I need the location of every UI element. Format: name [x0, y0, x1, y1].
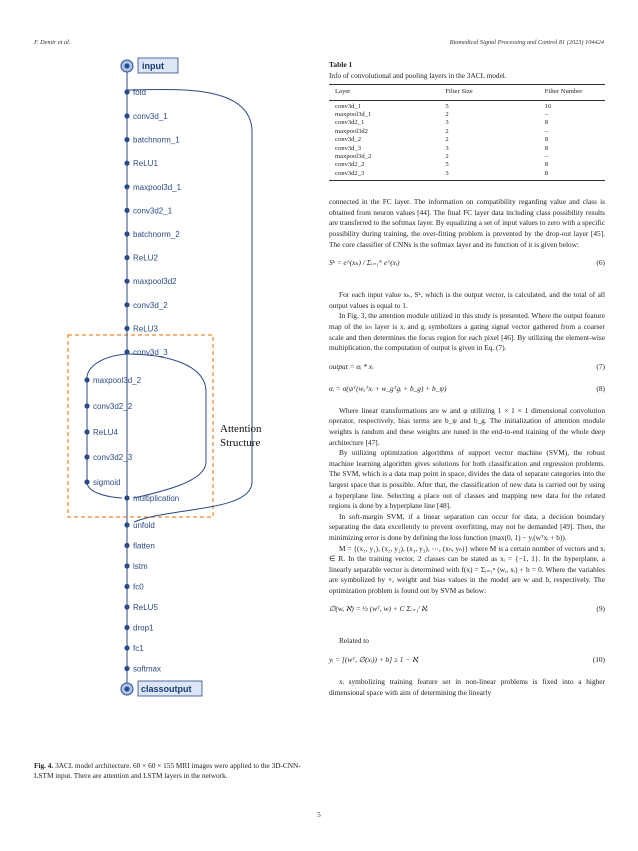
paragraph-4: Where linear transformations are w and φ utilizing 1 × 1 × 1 dimensional convolution operator, respectively, bias terms are b_ψ and b_g. The initialization of attention module weights is random and these weights are tuned in the end-to-end training of the whole deep architecture [47].: [329, 405, 605, 447]
layer-label: drop1: [133, 623, 154, 633]
table-cell: conv3d_1: [335, 102, 362, 110]
layer-label: softmax: [133, 664, 162, 674]
paragraph-5: By utilizing optimization algorithms of support vector machine (SVM), the robust machine learning algorithm gives solutions for both classification and regression problems. The SVM, which is a data map point in space, divides the data of separate categories into the largest space that is possible. After that, the classification of new data is carried out by using a hyperplane line. Selecting a place out of classes and mapping new data for the related regions is done by a hyperplane line [48].: [329, 448, 605, 511]
layer-dot: [124, 89, 129, 94]
paragraph-8: Related to: [339, 636, 369, 646]
layer-label: ReLU5: [133, 603, 158, 612]
layer-dot: [124, 563, 129, 568]
layer-dot: [124, 495, 129, 500]
layer-label: batchnorm_2: [133, 230, 180, 239]
table-cell: –: [544, 153, 549, 161]
layer-label: conv3d_1: [133, 112, 168, 121]
layer-node: [124, 254, 158, 263]
equation-9-number: (9): [596, 604, 605, 614]
table-cell: 8: [539, 170, 605, 181]
layer-node: [124, 112, 168, 121]
paragraph-1: connected in the FC layer. The information on compatibility regarding value and class is obtained from neuron values [44]. The final FC layer data including class possibility results are transferred to the softmax layer. By equalizing a set of input values to zero with a specific possibility during training, the over-fitting problem is prevented by the drop-out layer [45]. The core classifier of CNNs is the softmax layer and its function of it is given below:: [329, 197, 605, 249]
layer-label: conv3d_2: [133, 300, 168, 310]
equation-6-number: (6): [596, 258, 605, 268]
layer-dot: [84, 429, 89, 434]
layer-node: [84, 376, 141, 385]
table-cell: –: [544, 111, 549, 118]
layer-node: [124, 494, 179, 503]
layer-node: [84, 478, 120, 487]
equation-8-number: (8): [596, 383, 605, 393]
equation-10: [329, 655, 605, 669]
equation-8: [329, 384, 605, 398]
layer-dot: [124, 326, 129, 331]
equation-9: [329, 604, 605, 628]
layer-node: [124, 206, 172, 215]
architecture-figure: [30, 52, 310, 752]
layer-label: ReLU1: [133, 159, 158, 169]
equation-7: [329, 362, 605, 376]
layer-label: fc0: [133, 582, 144, 592]
layer-label: maxpool3d2: [133, 277, 177, 287]
layer-node: [124, 665, 161, 674]
layers-table: [329, 84, 605, 181]
table-subtitle: Info of convolutional and pooling layers in the 3ACL model.: [329, 70, 507, 80]
layer-dot: [124, 584, 129, 589]
layer-label: maxpool3d_2: [93, 376, 142, 385]
table-cell: conv3d2_1: [335, 119, 365, 127]
layer-node: [124, 603, 158, 612]
equation-10-number: (10): [592, 655, 605, 665]
input-label: input: [142, 61, 164, 71]
layer-node: [124, 88, 146, 97]
classoutput-node: [121, 681, 202, 696]
layer-dot: [124, 625, 129, 630]
layer-label: flatten: [133, 541, 155, 551]
layer-node: [124, 277, 177, 286]
table-cell: 2: [445, 136, 449, 144]
paragraph-6: In soft-margin SVM, if a linear separation can occur for data, a decision boundary separating the data excellently to prevent overfitting, may not be demanded [49]. Then, the minimizing error is done by defining the loss function (max(0, 1) − yᵢ(wᵀxᵢ + b)).: [329, 511, 605, 542]
layer-dot: [84, 454, 89, 459]
table-header-filter-number: Filter Number: [539, 85, 605, 100]
layer-label: ReLU4: [93, 428, 118, 437]
equation-6: [329, 258, 605, 282]
table-cell: maxpool3d_2: [335, 153, 372, 161]
table-row: [329, 170, 605, 181]
running-header-journal: Biomedical Signal Processing and Control 81 (2023) 104424: [449, 39, 604, 46]
layer-label: lstm: [133, 562, 148, 571]
table-cell: conv3d_2: [335, 136, 362, 144]
layer-label: conv3d_3: [133, 348, 168, 357]
attention-label-line1: Attention: [220, 423, 262, 435]
equation-7-number: (7): [596, 361, 605, 371]
table-row: [329, 111, 605, 119]
layer-node: [124, 230, 180, 239]
layer-dot: [124, 231, 129, 236]
input-node: [121, 58, 178, 73]
layer-dot: [84, 403, 89, 408]
table-cell: 8: [544, 119, 549, 127]
attention-structure-box: [68, 335, 213, 517]
layer-node: [124, 159, 158, 168]
table-cell: 3: [439, 170, 538, 181]
layer-label: ReLU3: [133, 324, 158, 334]
table-cell: conv3d2_3: [329, 170, 439, 181]
running-header-authors: F. Demir et al.: [34, 39, 71, 46]
layer-node: [84, 453, 132, 462]
layer-dot: [124, 279, 129, 284]
layer-node: [124, 542, 154, 551]
table-row: [329, 153, 605, 161]
equation-7-body: output = αᵢ * xᵢ: [329, 361, 374, 371]
table-cell: 8: [544, 136, 549, 144]
paragraph-3: In Fig. 3, the attention module utilized in this study is presented. Where the output feature map of the iₜₕ layer is xᵢ and gᵢ symbolizes a gating signal vector gathered from a coarser scale and then determines the focus region for each pixel [46]. By utilizing the element-wise multiplication, the computation of output is given in Eq. (7).: [329, 311, 605, 353]
table-row: [329, 128, 605, 136]
layer-label: sigmoid: [93, 478, 121, 487]
equation-10-body: yᵢ = [(wᵀ, ∅(xᵢ)) + b] ≥ 1 − ℵᵢ: [329, 655, 419, 665]
layer-dot: [84, 377, 89, 382]
layer-node: [84, 428, 118, 437]
layer-dot: [124, 604, 129, 609]
paragraph-7: M = {(x₁, y₁), (x₂, y₂), (x₃, y₃), ⋯, (xₙ, yₙ)} where M is a certain number of vectors and xᵢ ∈ R. In the training vector, 2 classes can be stated as xᵢ = {−1, 1}. In the hyperplane, a linearly separable vector is determined with f(x) = Σᵢ₌₁ⁿ (wᵢ, xᵢ) + b = 0. Where the variables are symbolized by ×, weight and bias values in the model are w and b, respectively. The optimization problem is found out by SVM as below:: [329, 543, 605, 595]
right-column: [329, 60, 605, 698]
table-cell: 3: [445, 119, 449, 127]
layer-label: conv3d2_2: [93, 402, 133, 411]
layer-node: [124, 562, 148, 571]
table-cell: 2: [445, 127, 449, 135]
table-cell: maxpool3d_1: [335, 111, 372, 118]
layer-dot: [124, 349, 129, 354]
table-cell: 5: [445, 161, 449, 169]
layer-dot: [124, 184, 129, 189]
layer-node: [84, 402, 132, 411]
layer-dot: [124, 161, 129, 166]
layer-node: [124, 301, 168, 310]
table-cell: 2: [445, 111, 449, 118]
layer-dot: [124, 255, 129, 260]
table-header-layer: Layer: [329, 85, 439, 100]
table-cell: 3: [445, 144, 449, 152]
table-cell: 16: [544, 102, 552, 110]
table-row: [329, 136, 605, 144]
layer-label: multiplication: [133, 494, 180, 503]
table-cell: 8: [544, 144, 549, 152]
layer-dot: [124, 137, 129, 142]
layer-dot: [124, 645, 129, 650]
layer-node: [124, 348, 168, 357]
layer-label: fc1: [133, 644, 144, 653]
table-cell: conv3d_3: [335, 144, 362, 152]
layer-dot: [124, 208, 129, 213]
table-row: [329, 100, 605, 111]
equation-8-body: αᵢ = σ(ψᵀ(wₓᵀxᵢ + w_gᵀgᵢ + b_g) + b_ψ): [329, 383, 447, 393]
paragraph-9: xᵢ symbolizing training feature set in non-linear problems is fixed into a higher dimensional space with aim of determining the linearly: [329, 677, 605, 697]
table-title: Table 1: [329, 60, 353, 69]
table-row: [329, 145, 605, 153]
attention-label-line2: Structure: [220, 437, 261, 449]
page-number: 5: [317, 811, 321, 819]
caption-label: Fig. 4.: [34, 761, 54, 770]
layer-node: [124, 136, 180, 145]
table-cell: conv3d2_2: [335, 161, 365, 169]
layer-node: [124, 183, 181, 192]
equation-6-body: Sᵏ = e^(xₖ) / Σᵢ₌₁ᴺ e^(xᵢ): [329, 258, 400, 268]
layer-label: batchnorm_1: [133, 135, 180, 145]
figure-caption: [34, 761, 312, 780]
layer-dot: [124, 302, 129, 307]
table-header-filter-size: Filter Size: [439, 85, 538, 100]
paragraph-2: For each input value xₖ, Sᵏ, which is the output vector, is calculated, and the total of all output values is equal to 1.: [329, 290, 605, 310]
layer-node: [124, 624, 154, 633]
layer-label: ReLU2: [133, 253, 158, 263]
caption-text: 3ACL model architecture. 60 × 60 × 155 MRI images were applied to the 3D-CNN-LSTM input. There are attention and LSTM layers in the network.: [34, 761, 301, 780]
table-cell: 8: [544, 161, 549, 169]
layer-label: fold: [133, 88, 146, 97]
layer-label: conv3d2_3: [93, 453, 133, 462]
table-row: [329, 161, 605, 169]
layer-label: unfold: [133, 521, 155, 530]
table-cell: –: [544, 127, 549, 135]
layer-dot: [124, 543, 129, 548]
table-row: [329, 119, 605, 127]
table-cell: 5: [445, 102, 449, 110]
layer-node: [124, 521, 154, 530]
layer-label: conv3d2_1: [133, 206, 173, 216]
layer-dot: [124, 666, 129, 671]
equation-9-body: ∅(w, ℵ) = ½ (wᵀ, w) + C Σᵢ₌₁ˡ ℵᵢ: [329, 604, 428, 614]
table-cell: 2: [445, 153, 449, 161]
classoutput-label: classoutput: [141, 684, 192, 694]
layer-label: maxpool3d_1: [133, 182, 182, 192]
layer-dot: [124, 522, 129, 527]
layer-dot: [84, 479, 89, 484]
layer-dot: [124, 113, 129, 118]
table-cell: maxpool3d2: [335, 127, 368, 135]
layer-node: [124, 324, 158, 333]
